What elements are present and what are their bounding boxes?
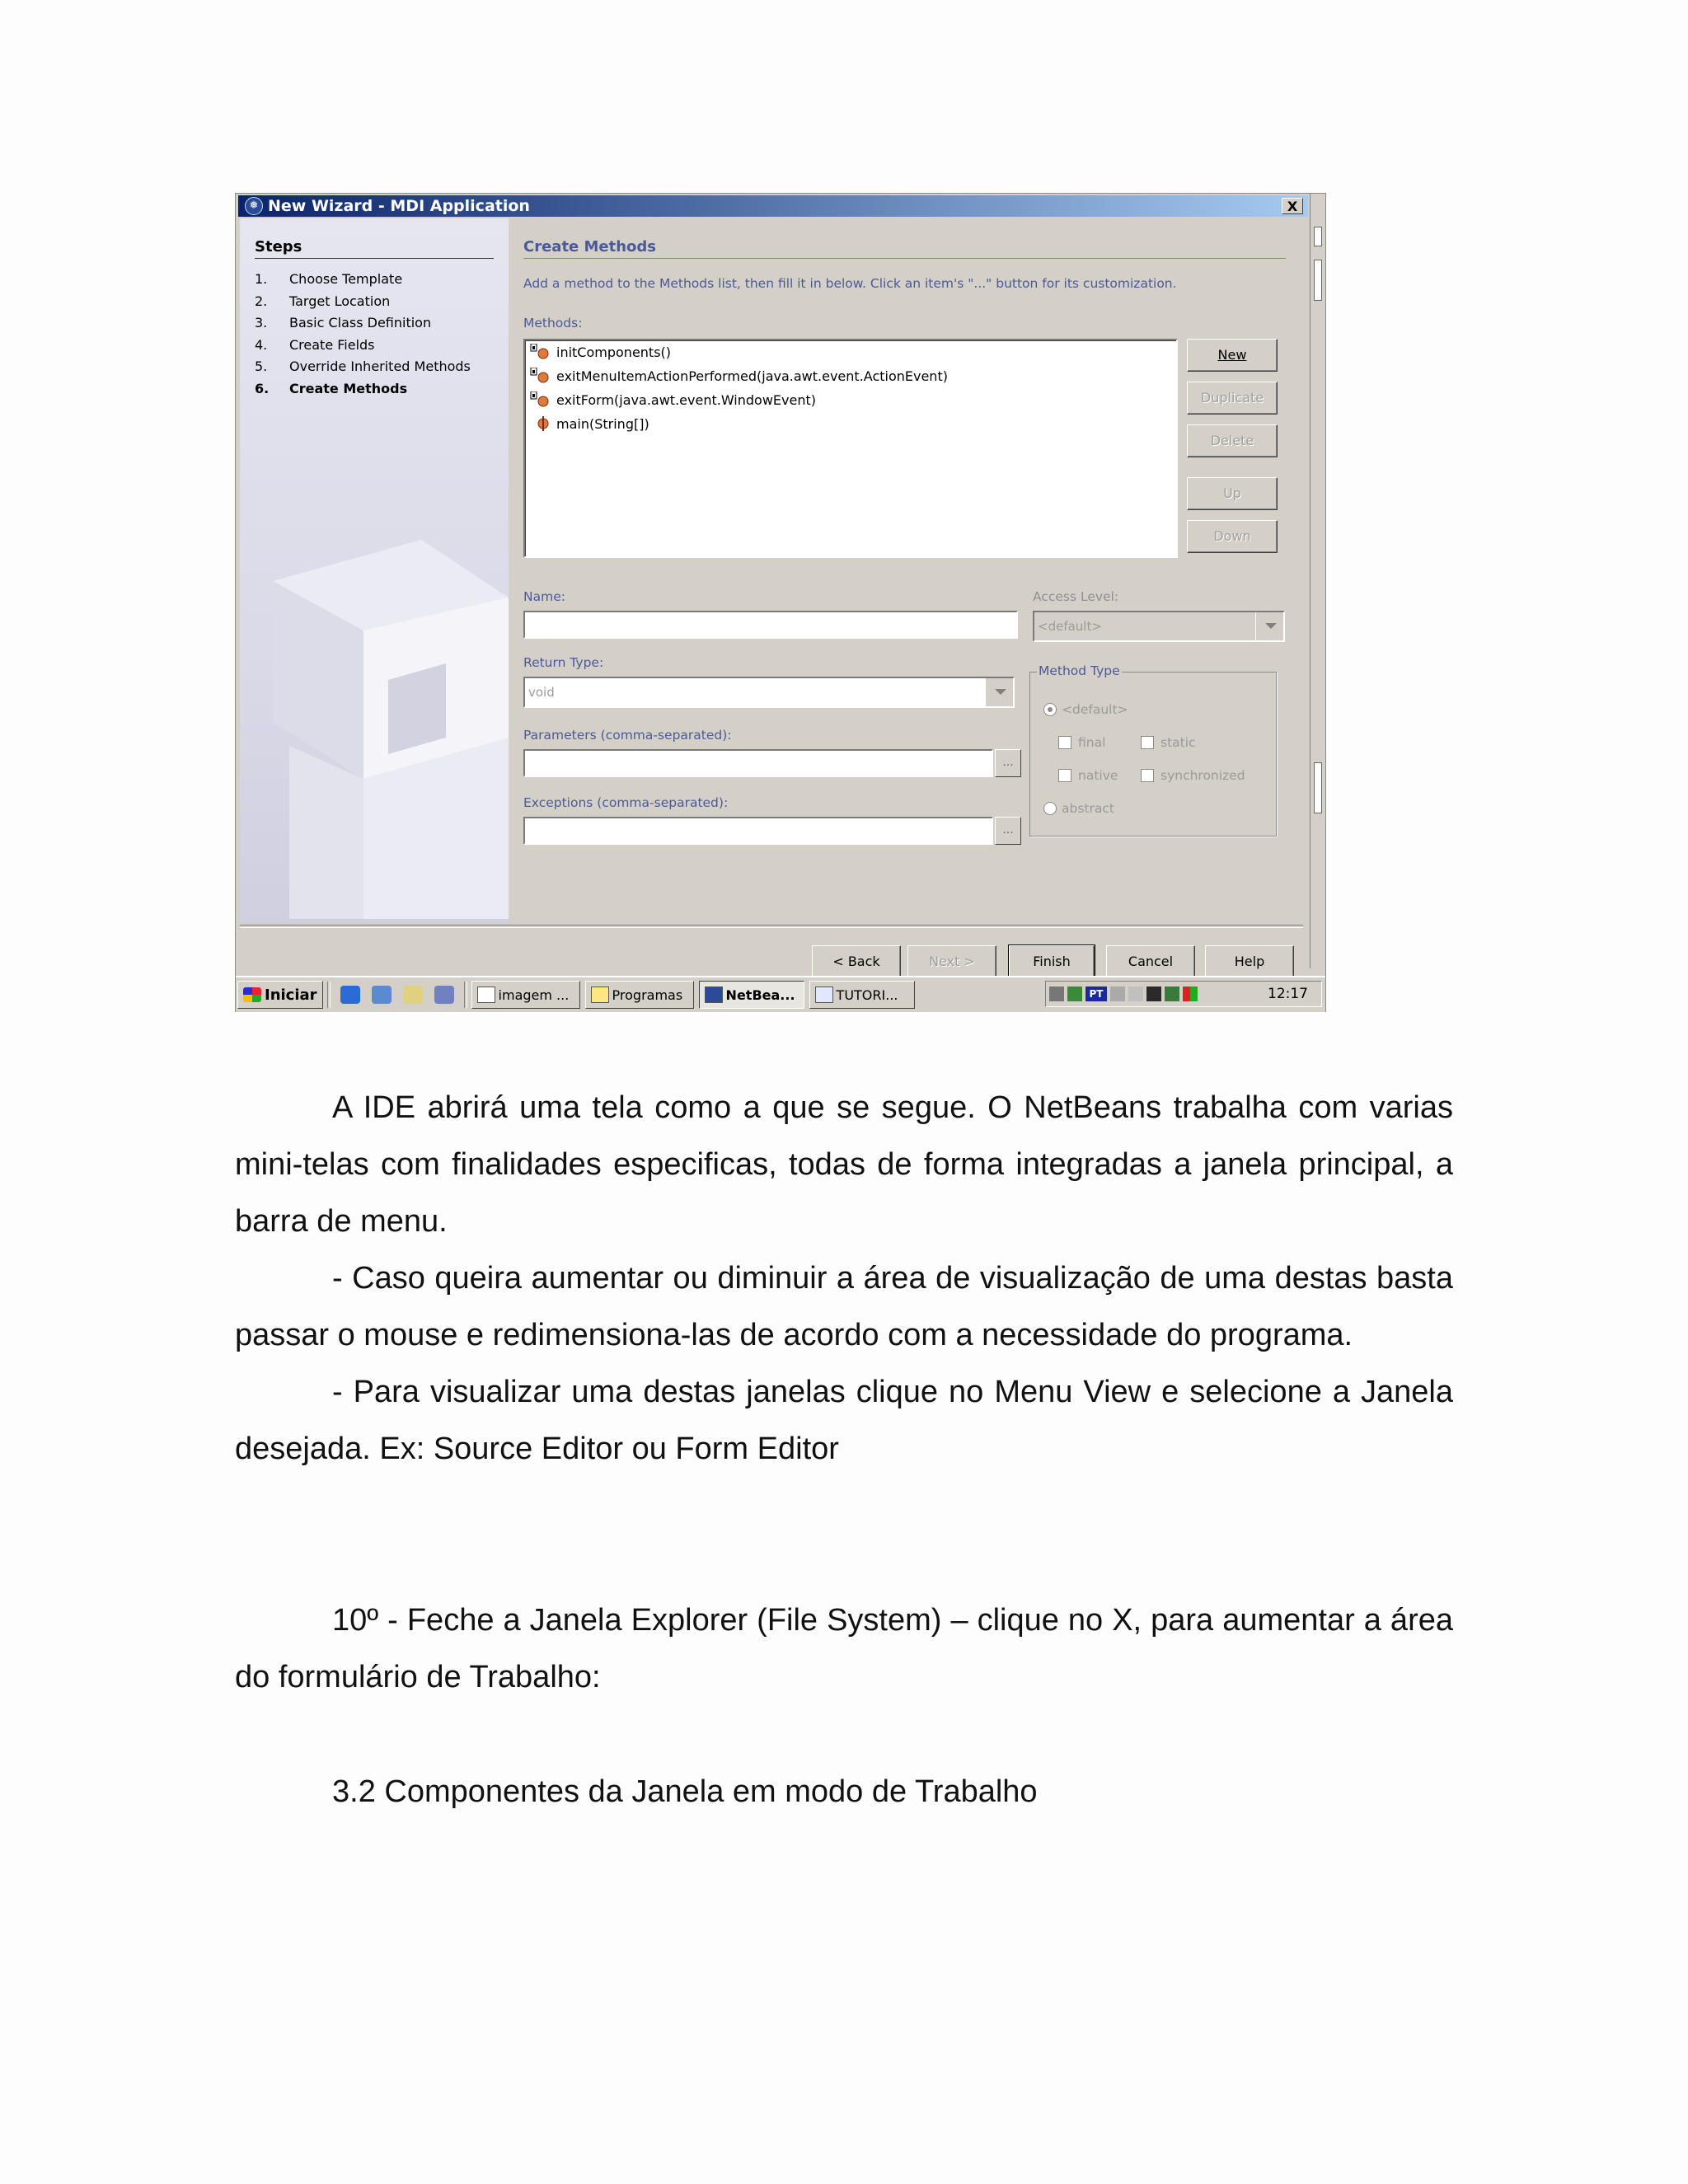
up-button[interactable]: Up [1187, 477, 1278, 510]
native-checkbox[interactable]: native [1058, 768, 1118, 783]
monitor-icon[interactable] [1146, 987, 1161, 1001]
static-checkbox[interactable]: static [1141, 735, 1196, 750]
close-button[interactable]: X [1282, 198, 1303, 214]
step-item: 3. Basic Class Definition [255, 315, 432, 330]
private-method-icon [530, 368, 556, 384]
delete-button[interactable]: Delete [1187, 424, 1278, 457]
list-item[interactable]: main(String[]) [530, 412, 649, 435]
step-item: 1. Choose Template [255, 271, 403, 287]
taskbar-item-netbeans[interactable]: NetBea... [699, 981, 804, 1009]
down-button[interactable]: Down [1187, 520, 1278, 553]
instructions-text: Add a method to the Methods list, then fill it in below. Click an item's "..." button for its customization. [523, 276, 1177, 291]
wizard-decoration-image [240, 532, 509, 919]
background-window-edge [1310, 194, 1325, 968]
steps-heading: Steps [255, 238, 302, 255]
final-checkbox[interactable]: final [1058, 735, 1105, 750]
tray-app-icon[interactable] [1183, 987, 1198, 1001]
window-titlebar[interactable] [238, 195, 1308, 217]
list-item[interactable]: exitMenuItemActionPerformed(java.awt.event.ActionEvent) [530, 364, 948, 387]
private-method-icon [530, 391, 556, 408]
step-item: 2. Target Location [255, 293, 391, 309]
parameters-label: Parameters (comma-separated): [523, 728, 732, 743]
start-button[interactable]: Iniciar [237, 981, 323, 1009]
exceptions-label: Exceptions (comma-separated): [523, 795, 729, 810]
methods-label: Methods: [523, 316, 583, 330]
finish-button[interactable]: Finish [1009, 945, 1095, 978]
database-icon[interactable] [434, 986, 454, 1004]
paragraph: 10º - Feche a Janela Explorer (File System) – clique no X, para aumentar a área do formulário de Trabalho: [235, 1603, 1453, 1694]
step-item: 5. Override Inherited Methods [255, 359, 471, 374]
abstract-radio[interactable]: abstract [1043, 801, 1114, 816]
static-method-icon [530, 415, 556, 432]
synchronized-checkbox[interactable]: synchronized [1141, 768, 1245, 783]
return-type-label: Return Type: [523, 655, 604, 670]
private-method-icon [530, 344, 556, 360]
paragraph: - Para visualizar uma destas janelas clique no Menu View e selecione a Janela desejada. Ex: Source Editor ou Form Editor [235, 1375, 1453, 1466]
methods-list[interactable] [523, 339, 1178, 558]
chevron-down-icon [1255, 612, 1283, 640]
help-button[interactable]: Help [1205, 945, 1294, 978]
return-type-combo[interactable]: void [523, 677, 1015, 708]
method-type-legend: Method Type [1039, 663, 1120, 678]
taskbar-item-tutorial[interactable]: TUTORI... [809, 981, 915, 1009]
access-level-label: Access Level: [1033, 589, 1119, 604]
windows-logo-icon [243, 987, 261, 1002]
document-body [235, 1592, 1453, 1706]
back-button[interactable]: < Back [812, 945, 901, 978]
network-icon[interactable] [1067, 987, 1082, 1001]
paragraph: - Caso queira aumentar ou diminuir a área de visualização de uma destas basta passar o mouse e redimensiona-las de acordo com a necessidade do programa. [235, 1261, 1453, 1352]
duplicate-button[interactable]: Duplicate [1187, 382, 1278, 415]
list-item[interactable]: initComponents() [530, 340, 671, 363]
steps-panel [240, 218, 509, 923]
cancel-button[interactable]: Cancel [1106, 945, 1195, 978]
footer-divider [240, 925, 1303, 928]
new-button[interactable]: New [1187, 339, 1278, 372]
window-title: New Wizard - MDI Application [268, 197, 530, 215]
document-body [235, 1764, 1453, 1821]
name-input[interactable] [523, 611, 1018, 639]
language-indicator[interactable]: PT [1085, 987, 1107, 1001]
default-radio[interactable]: <default> [1043, 702, 1128, 717]
section-divider [523, 258, 1286, 259]
clock: 12:17 [1268, 986, 1308, 1002]
document-body [235, 1080, 1453, 1478]
paragraph: A IDE abrirá uma tela como a que se segue. O NetBeans trabalha com varias mini-telas com finalidades especificas, todas de forma integradas a janela principal, a barra de menu. [235, 1090, 1453, 1239]
taskbar-item-programas[interactable]: Programas [585, 981, 694, 1009]
step-item-current: 6. Create Methods [255, 380, 408, 396]
wizard-body [238, 218, 1308, 969]
chevron-down-icon[interactable] [985, 678, 1013, 706]
parameters-customize-button[interactable]: ... [995, 749, 1021, 777]
wizard-screenshot [235, 193, 1326, 1012]
taskbar-item-imagem[interactable]: imagem ... [471, 981, 580, 1009]
tray-app-icon[interactable] [1128, 987, 1143, 1001]
tray-app-icon[interactable] [1110, 987, 1125, 1001]
exceptions-customize-button[interactable]: ... [995, 817, 1021, 845]
steps-list [255, 271, 471, 402]
taskbar [236, 976, 1325, 1012]
browser-icon[interactable] [340, 986, 360, 1004]
section-heading-text: 3.2 Componentes da Janela em modo de Trabalho [332, 1774, 1038, 1809]
access-level-select[interactable]: <default> [1033, 611, 1285, 642]
desktop-icon[interactable] [372, 986, 392, 1004]
notepad-icon[interactable] [403, 986, 423, 1004]
steps-divider [255, 258, 494, 259]
exceptions-input[interactable] [523, 817, 993, 845]
create-methods-panel [509, 218, 1308, 923]
method-type-group [1029, 663, 1277, 837]
name-label: Name: [523, 589, 565, 604]
next-button[interactable]: Next > [907, 945, 996, 978]
netbeans-icon: ❅ [245, 197, 263, 215]
system-tray [1045, 981, 1322, 1007]
parameters-input[interactable] [523, 749, 993, 777]
speaker-icon[interactable] [1049, 987, 1064, 1001]
tray-app-icon[interactable] [1165, 987, 1179, 1001]
section-heading: Create Methods [523, 238, 657, 255]
step-item: 4. Create Fields [255, 336, 375, 353]
list-item[interactable]: exitForm(java.awt.event.WindowEvent) [530, 388, 816, 411]
